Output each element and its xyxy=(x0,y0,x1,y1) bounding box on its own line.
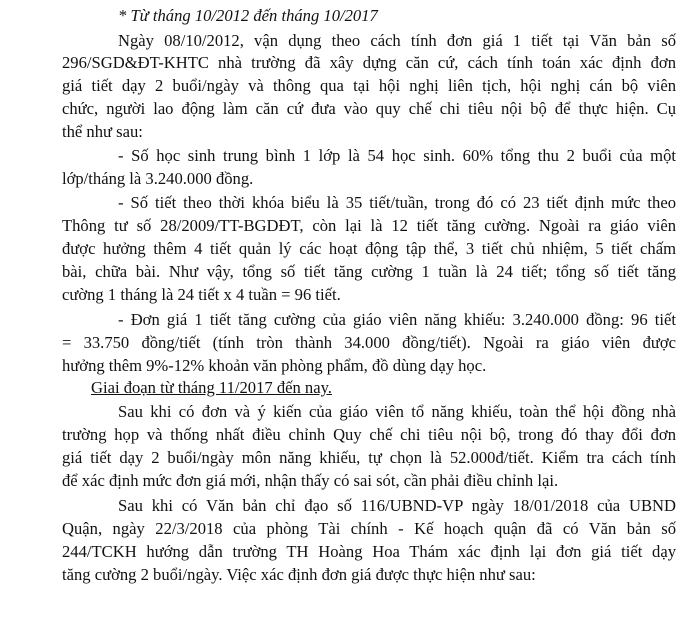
paragraph-line: trường họp và thống nhất điều chỉnh Quy chế chi tiêu nội bộ, trong đó thay đổi đơn xyxy=(62,425,676,444)
paragraph-line: giá tiết dạy 2 buổi/ngày và thông qua tại hội nghị liên tịch, hội nghị cán bộ viên xyxy=(62,76,676,95)
bullet-line: - Số tiết theo thời khóa biểu là 35 tiết/tuần, trong đó có 23 tiết định mức theo xyxy=(118,193,676,212)
paragraph-line: thể như sau: xyxy=(62,122,143,141)
bullet-line: hưởng thêm 9%-12% khoản văn phòng phẩm, đồ dùng dạy học. xyxy=(62,356,487,375)
paragraph-line: tăng cường 2 buổi/ngày. Việc xác định đơn giá được thực hiện như sau: xyxy=(62,565,536,584)
bullet-line: được hưởng thêm 4 tiết quản lý các hoạt động tập thể, 3 tiết chủ nhiệm, 5 tiết chấm xyxy=(62,239,676,258)
bullet-line: - Số học sinh trung bình 1 lớp là 54 học sinh. 60% tổng thu 2 buổi của một xyxy=(118,146,676,165)
bullet-line: lớp/tháng là 3.240.000 đồng. xyxy=(62,169,254,188)
paragraph-line: 296/SGD&ĐT-KHTC nhà trường đã xây dựng căn cứ, cách tính toán xác định đơn xyxy=(62,53,676,72)
paragraph-line: Sau khi có Văn bản chỉ đạo số 116/UBND-VP ngày 18/01/2018 của UBND xyxy=(118,496,676,515)
paragraph-line: 244/TCKH hướng dẫn trường TH Hoàng Hoa Thám xác định lại đơn giá tiết dạy xyxy=(62,542,676,561)
bullet-line: cường 1 tháng là 24 tiết x 4 tuần = 96 tiết. xyxy=(62,285,341,304)
section-heading-2017-now: Giai đoạn từ tháng 11/2017 đến nay. xyxy=(91,378,332,397)
section-heading-2012-2017: * Từ tháng 10/2012 đến tháng 10/2017 xyxy=(118,6,378,25)
bullet-line: bài, chữa bài. Như vậy, tổng số tiết tăng cường 1 tuần là 24 tiết; tổng số tiết tăng xyxy=(62,262,676,281)
paragraph-line: Ngày 08/10/2012, vận dụng theo cách tính đơn giá 1 tiết tại Văn bản số xyxy=(118,31,676,50)
paragraph-line: chức, người lao động làm căn cứ đưa vào quy chế chi tiêu nội bộ để thực hiện. Cụ xyxy=(62,99,676,118)
paragraph-line: Sau khi có đơn và ý kiến của giáo viên tổ năng khiếu, toàn thể hội đồng nhà xyxy=(118,402,676,421)
bullet-line: = 33.750 đồng/tiết (tính tròn thành 34.000 đồng/tiết). Ngoài ra giáo viên được xyxy=(62,333,676,352)
paragraph-line: giá tiết dạy 2 buổi/ngày môn năng khiếu, tự chọn là 52.000đ/tiết. Kiểm tra cách tính xyxy=(62,448,676,467)
paragraph-line: để xác định mức đơn giá mới, nhận thấy có sai sót, cần phải điều chỉnh lại. xyxy=(62,471,559,490)
bullet-line: Thông tư số 28/2009/TT-BGDĐT, còn lại là 12 tiết tăng cường. Ngoài ra giáo viên xyxy=(62,216,676,235)
paragraph-line: Quận, ngày 22/3/2018 của phòng Tài chính - Kế hoạch quận đã có Văn bản số xyxy=(62,519,676,538)
bullet-line: - Đơn giá 1 tiết tăng cường của giáo viên năng khiếu: 3.240.000 đồng: 96 tiết xyxy=(118,310,676,329)
